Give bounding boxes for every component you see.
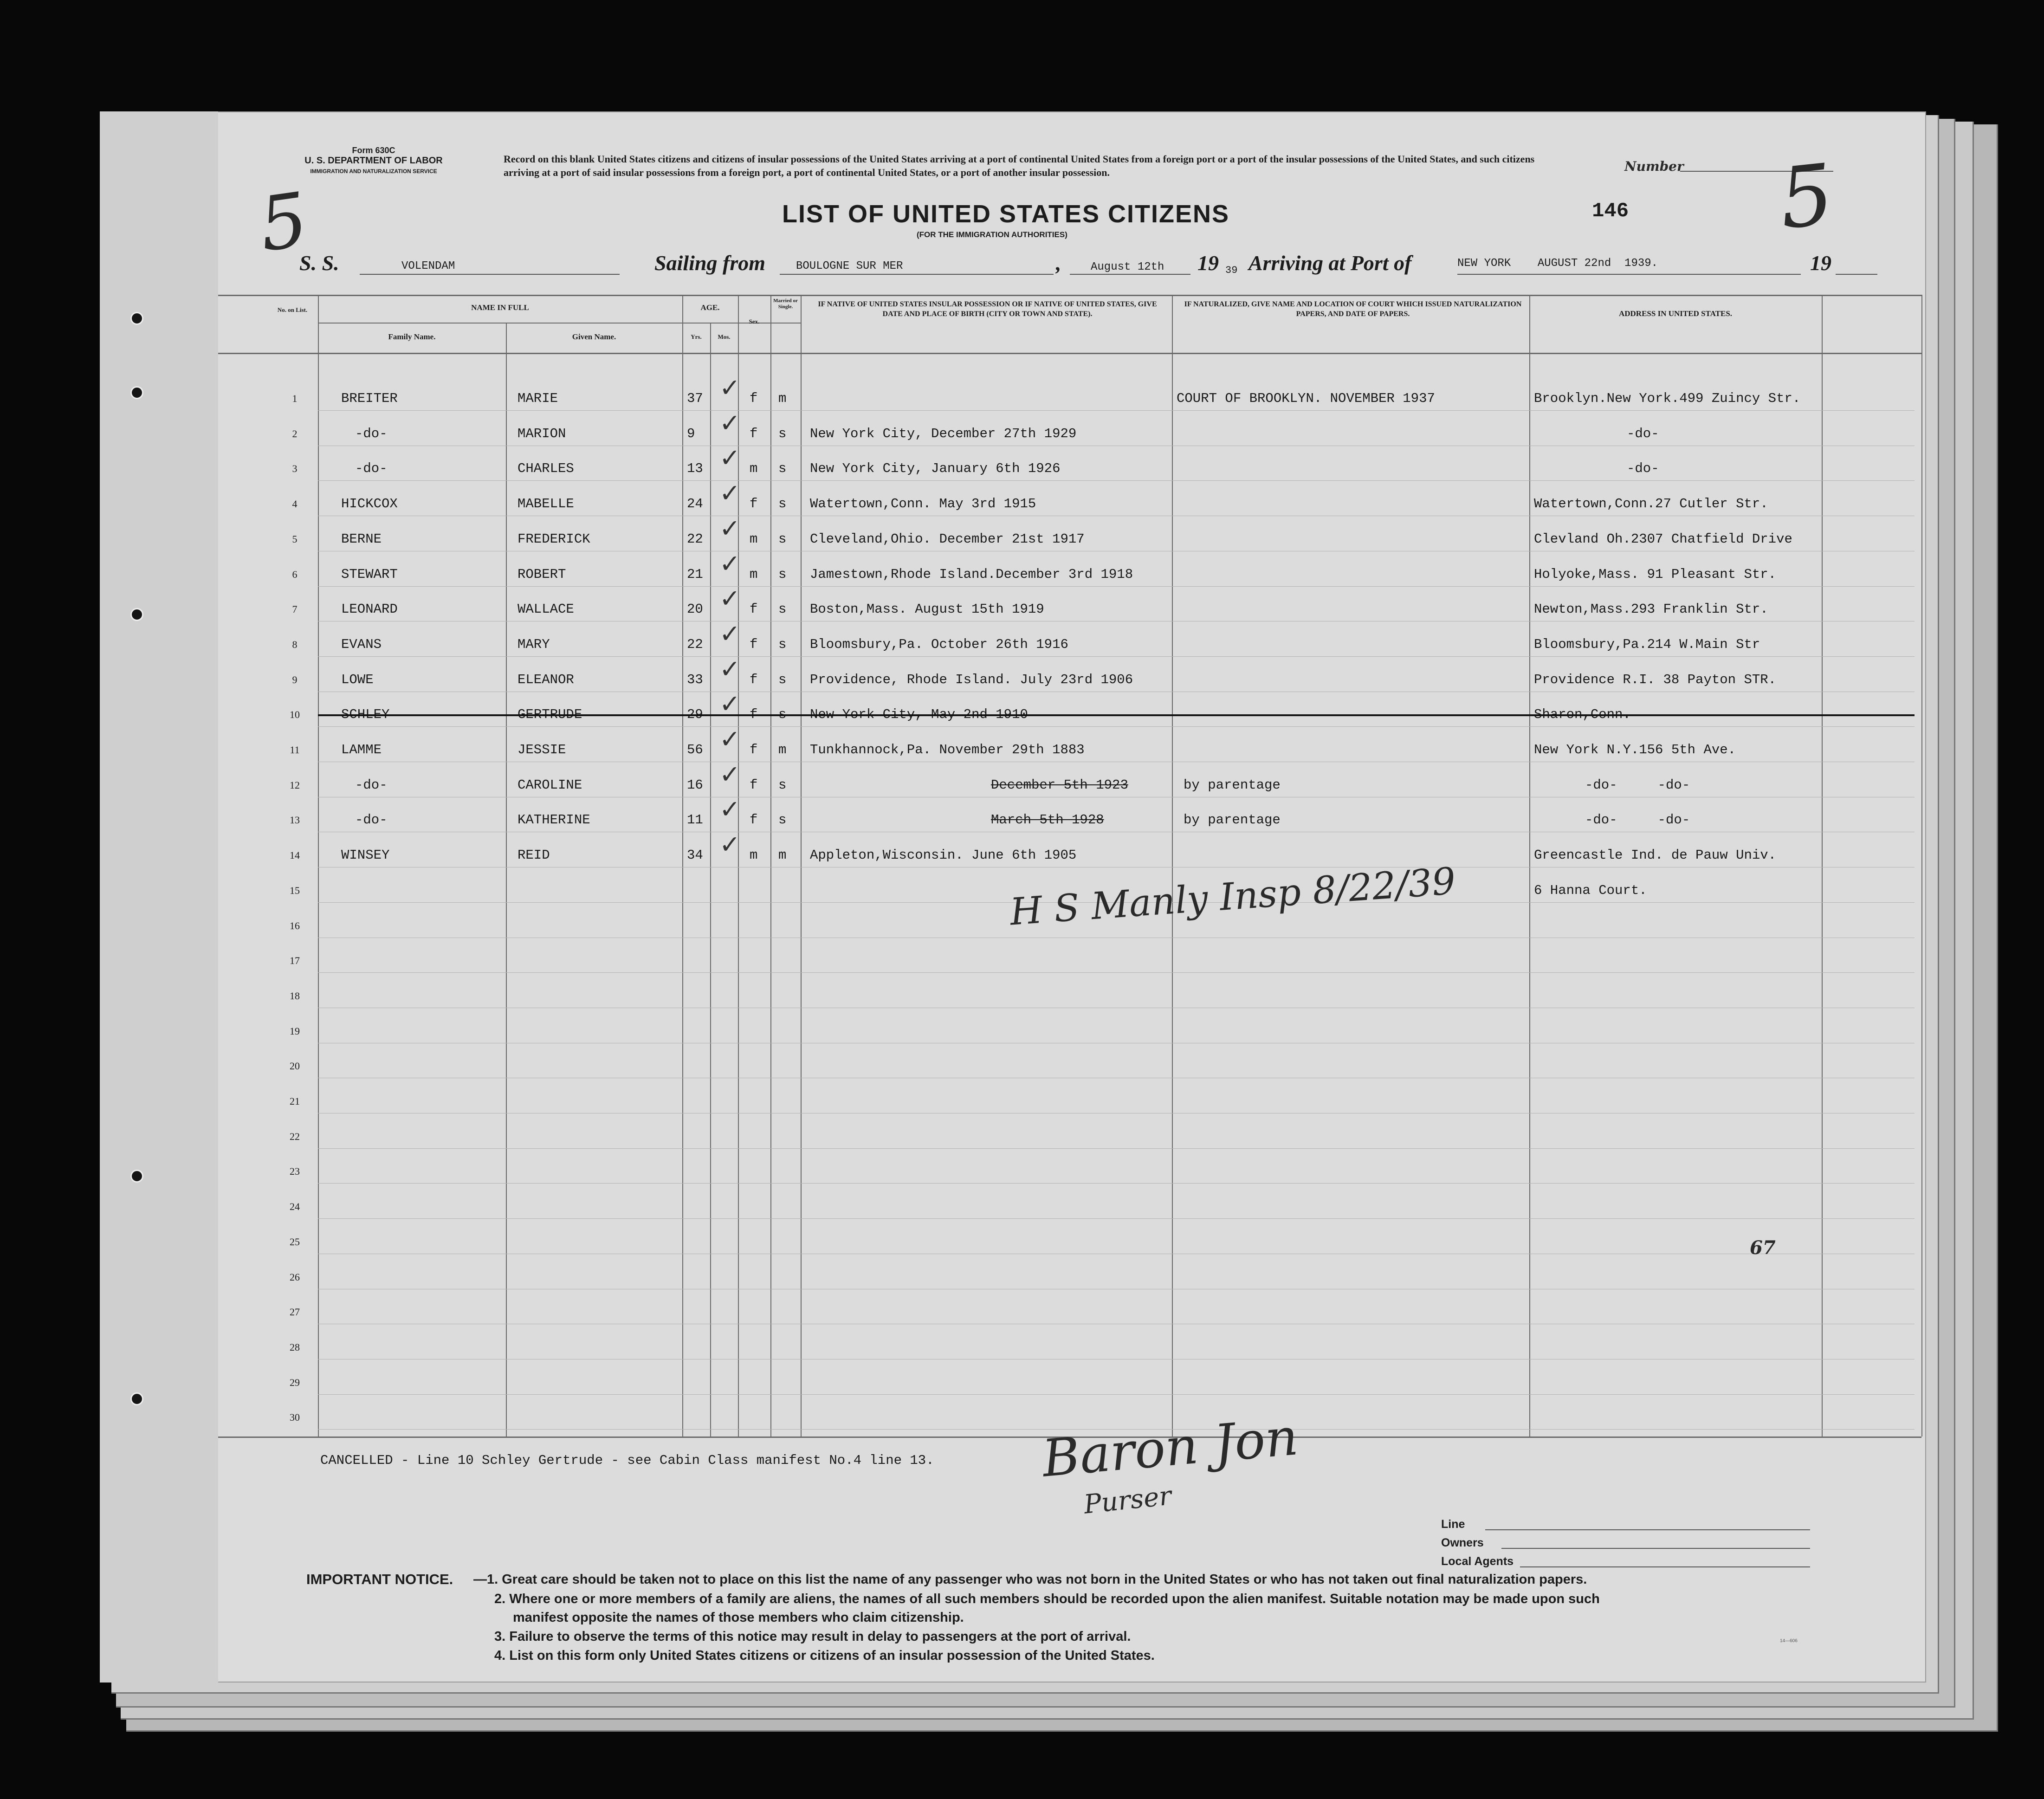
marital-status: s	[778, 777, 787, 793]
address: Bloomsbury,Pa.214 W.Main Str	[1534, 636, 1760, 652]
age-years: 29	[687, 707, 703, 723]
year-label: 19	[1810, 251, 1831, 275]
given-name: CAROLINE	[517, 777, 582, 793]
owners-label: Owners	[1441, 1536, 1484, 1549]
marital-status: s	[778, 707, 787, 723]
agents-label: Local Agents	[1441, 1555, 1514, 1568]
birth-place-date: New York City, January 6th 1926	[810, 461, 1061, 477]
age-years: 22	[687, 636, 703, 652]
given-name: GERTRUDE	[517, 707, 582, 723]
punch-hole	[130, 1392, 143, 1405]
col-divider	[1172, 295, 1173, 1437]
address: Clevland Oh.2307 Chatfield Drive	[1534, 531, 1792, 547]
age-years: 37	[687, 391, 703, 406]
given-name: MARIE	[517, 391, 558, 406]
row-number: 11	[290, 744, 300, 756]
sex: f	[750, 812, 758, 828]
notice-2: 2. Where one or more members of a family are aliens, the names of all such members should be recorded upon the alien manifest. Suitable notation may be made upon such	[494, 1592, 1600, 1606]
ship-underline	[360, 274, 620, 275]
check-mark: ✓	[719, 443, 741, 473]
header-given: Given Name.	[572, 332, 616, 341]
sex: f	[750, 391, 758, 406]
date-underline	[1070, 274, 1190, 275]
row-number: 26	[290, 1271, 300, 1283]
naturalization: by parentage	[1184, 812, 1281, 828]
family-name: LEONARD	[341, 602, 398, 617]
marital-status: s	[778, 812, 787, 828]
arriving-label: Arriving at Port of	[1248, 251, 1412, 275]
address: Holyoke,Mass. 91 Pleasant Str.	[1534, 566, 1777, 582]
check-mark: ✓	[719, 549, 741, 578]
notice-3: 3. Failure to observe the terms of this notice may result in delay to passengers at the port of arrival.	[494, 1629, 1131, 1644]
row-number: 20	[290, 1060, 300, 1072]
header-yrs: Yrs.	[691, 333, 702, 340]
birth-place-date: Boston,Mass. August 15th 1919	[810, 602, 1044, 617]
given-name: MABELLE	[517, 496, 574, 512]
age-years: 22	[687, 531, 703, 547]
address: New York N.Y.156 5th Ave.	[1534, 742, 1736, 757]
header-family: Family Name.	[388, 332, 436, 341]
agents-underline	[1520, 1566, 1810, 1567]
given-name: WALLACE	[517, 602, 574, 617]
page-mark-right: 5	[1775, 146, 1838, 248]
check-mark: ✓	[719, 725, 741, 754]
address: 6 Hanna Court.	[1534, 882, 1647, 898]
row-number: 4	[292, 498, 298, 510]
sex: m	[750, 848, 758, 863]
row-number: 19	[290, 1025, 300, 1037]
marital-status: s	[778, 566, 787, 582]
given-name: REID	[517, 848, 550, 863]
row-number: 21	[290, 1095, 300, 1107]
given-name: ROBERT	[517, 566, 566, 582]
col-divider	[801, 295, 802, 1437]
naturalization: by parentage	[1184, 777, 1281, 793]
service-name: IMMIGRATION AND NATURALIZATION SERVICE	[310, 168, 437, 175]
header-sex: Sex.	[749, 318, 760, 325]
row-number: 9	[292, 673, 298, 686]
row-number: 23	[290, 1165, 300, 1178]
form-number: Form 630C	[352, 146, 395, 155]
row-number: 14	[290, 849, 300, 861]
header-naturalized: IF NATURALIZED, GIVE NAME AND LOCATION OF COURT WHICH ISSUED NATURALIZATION PAPERS, AND DATE OF PAPERS.	[1184, 300, 1522, 318]
header-married: Married or Single.	[773, 298, 798, 310]
marital-status: s	[778, 531, 787, 547]
given-name: MARION	[517, 426, 566, 441]
birth-place-date: March 5th 1928	[991, 812, 1104, 828]
birth-place-date: Bloomsbury,Pa. October 26th 1916	[810, 636, 1068, 652]
cancelled-note: CANCELLED - Line 10 Schley Gertrude - see Cabin Class manifest No.4 line 13.	[320, 1453, 934, 1468]
page-title: LIST OF UNITED STATES CITIZENS	[782, 200, 1229, 228]
family-name: EVANS	[341, 636, 382, 652]
notice-2-cont: manifest opposite the names of those members who claim citizenship.	[513, 1610, 964, 1625]
row-number: 8	[292, 638, 298, 650]
check-mark: ✓	[719, 689, 741, 719]
port-to: NEW YORK AUGUST 22nd 1939.	[1457, 257, 1658, 270]
ruled-line	[318, 656, 1915, 657]
col-divider	[318, 295, 319, 1437]
row-number: 1	[292, 393, 298, 404]
year-prefix: 19	[1197, 251, 1219, 275]
sex: m	[750, 461, 758, 477]
check-mark: ✓	[719, 513, 741, 543]
sailing-date: August 12th	[1091, 261, 1164, 273]
year-suffix: 39	[1225, 265, 1238, 276]
row-number: 25	[290, 1236, 300, 1248]
age-years: 33	[687, 672, 703, 687]
age-years: 20	[687, 602, 703, 617]
address: Newton,Mass.293 Franklin Str.	[1534, 602, 1768, 617]
age-years: 9	[687, 426, 695, 441]
print-code: 14—606	[1780, 1638, 1798, 1644]
family-name: HICKCOX	[341, 496, 398, 512]
sex: f	[750, 636, 758, 652]
notice-4: 4. List on this form only United States citizens or citizens of an insular possession of the United States.	[494, 1648, 1155, 1663]
sex: f	[750, 672, 758, 687]
purser-title: Purser	[1082, 1481, 1173, 1520]
check-mark: ✓	[719, 373, 741, 402]
port-from: BOULOGNE SUR MER	[796, 260, 903, 272]
address: Greencastle Ind. de Pauw Univ.	[1534, 848, 1777, 863]
ruled-line	[318, 1148, 1915, 1149]
intro-instructions: Record on this blank United States citizens and citizens of insular possessions of the United States arriving at a port of continental United States from a foreign port or a port of the insular possessions of the United States, and such citizens arriving at a port of said insular possessions from a foreign port, a port of continental United States, or a port of another insular possession.	[504, 153, 1535, 178]
birth-place-date: Providence, Rhode Island. July 23rd 1906	[810, 672, 1133, 687]
family-name: BERNE	[341, 531, 382, 547]
birth-place-date: Cleveland,Ohio. December 21st 1917	[810, 531, 1085, 547]
family-name: STEWART	[341, 566, 398, 582]
birth-place-date: Watertown,Conn. May 3rd 1915	[810, 496, 1036, 512]
col-divider	[506, 323, 507, 1437]
birth-place-date: Jamestown,Rhode Island.December 3rd 1918	[810, 566, 1133, 582]
check-mark: ✓	[719, 830, 741, 860]
sex: f	[750, 602, 758, 617]
col-divider	[1529, 295, 1530, 1437]
page-mark-left: 5	[254, 175, 313, 269]
ruled-line	[318, 586, 1915, 587]
header-no: No. on List.	[277, 306, 308, 313]
row-number: 17	[290, 955, 300, 967]
birth-place-date: New York City, December 27th 1929	[810, 426, 1077, 441]
col-divider	[1822, 295, 1823, 1437]
given-name: KATHERINE	[517, 812, 590, 828]
row-number: 12	[290, 779, 300, 791]
marital-status: m	[778, 742, 787, 757]
row-number: 6	[292, 568, 298, 580]
sex: f	[750, 742, 758, 757]
left-binding-margin	[100, 111, 218, 1683]
check-mark: ✓	[719, 619, 741, 648]
line-underline	[1485, 1529, 1810, 1530]
age-years: 11	[687, 812, 703, 828]
check-mark: ✓	[719, 584, 741, 614]
check-mark: ✓	[719, 759, 741, 789]
col-divider	[682, 295, 683, 1437]
row-number: 10	[290, 709, 300, 721]
inspector-signature: H S Manly Insp 8/22/39	[1008, 859, 1457, 934]
ruled-line	[318, 410, 1915, 411]
family-name: SCHLEY	[341, 707, 390, 723]
family-name: LAMME	[341, 742, 382, 757]
cancelled-strike	[318, 714, 1915, 716]
given-name: MARY	[517, 636, 550, 652]
notice-heading: IMPORTANT NOTICE.	[306, 1571, 453, 1587]
marital-status: s	[778, 636, 787, 652]
ruled-line	[318, 1218, 1915, 1219]
marital-status: s	[778, 672, 787, 687]
owners-underline	[1501, 1548, 1810, 1549]
address: Watertown,Conn.27 Cutler Str.	[1534, 496, 1768, 512]
name-age-divider	[318, 323, 801, 324]
row-number: 27	[290, 1306, 300, 1318]
ruled-line	[318, 1183, 1915, 1184]
family-name: BREITER	[341, 391, 398, 406]
col-divider	[1921, 295, 1922, 1437]
header-birth: IF NATIVE OF UNITED STATES INSULAR POSSESSION OR IF NATIVE OF UNITED STATES, GIVE DATE AND PLACE OF BIRTH (CITY OR TOWN AND STATE).	[818, 300, 1157, 318]
row-number: 30	[290, 1411, 300, 1424]
marital-status: s	[778, 426, 787, 441]
row-number: 3	[292, 463, 298, 475]
family-name: -do-	[355, 461, 388, 477]
header-name-in-full: NAME IN FULL	[471, 303, 529, 312]
address: -do- -do-	[1585, 777, 1690, 793]
punch-hole	[130, 608, 143, 621]
col-divider	[710, 323, 711, 1437]
row-number: 13	[290, 814, 300, 826]
birth-place-date: Tunkhannock,Pa. November 29th 1883	[810, 742, 1085, 757]
page-total: 67	[1750, 1237, 1776, 1259]
sex: f	[750, 426, 758, 441]
sex: f	[750, 777, 758, 793]
port-to-underline	[1457, 274, 1801, 275]
notice-1: —1. Great care should be taken not to place on this list the name of any passenger who was not born in the United States or who has not taken out final naturalization papers.	[473, 1572, 1587, 1587]
age-years: 16	[687, 777, 703, 793]
sailing-label: Sailing from	[654, 251, 766, 275]
sex: f	[750, 496, 758, 512]
punch-hole	[130, 1170, 143, 1183]
department-name: U. S. DEPARTMENT OF LABOR	[304, 155, 443, 166]
table-top-border	[218, 295, 1921, 296]
number-label: Number	[1624, 159, 1684, 174]
row-number: 24	[290, 1201, 300, 1213]
header-mos: Mos.	[718, 333, 731, 340]
address: -do- -do-	[1585, 812, 1690, 828]
row-number: 16	[290, 919, 300, 932]
check-mark: ✓	[719, 408, 741, 438]
row-number: 28	[290, 1341, 300, 1353]
year-underline	[1836, 274, 1877, 275]
family-name: -do-	[355, 426, 388, 441]
row-number: 15	[290, 884, 300, 896]
port-from-underline	[780, 274, 1054, 275]
address: -do-	[1627, 461, 1659, 477]
manifest-number: 146	[1592, 200, 1629, 223]
row-number: 22	[290, 1130, 300, 1142]
ship-name: VOLENDAM	[401, 260, 455, 272]
check-mark: ✓	[719, 654, 741, 684]
row-number: 18	[290, 990, 300, 1002]
birth-place-date: December 5th 1923	[991, 777, 1128, 793]
marital-status: s	[778, 602, 787, 617]
sex: m	[750, 566, 758, 582]
birth-place-date: Appleton,Wisconsin. June 6th 1905	[810, 848, 1077, 863]
col-divider	[770, 295, 771, 1437]
ruled-line	[318, 726, 1915, 727]
sex: m	[750, 531, 758, 547]
row-number: 7	[292, 603, 298, 615]
marital-status: s	[778, 496, 787, 512]
birth-place-date: New York City, May 2nd 1910	[810, 707, 1028, 723]
given-name: CHARLES	[517, 461, 574, 477]
address: Brooklyn.New York.499 Zuincy Str.	[1534, 391, 1801, 406]
check-mark: ✓	[719, 479, 741, 508]
comma: ,	[1056, 251, 1061, 275]
ruled-line	[318, 1394, 1915, 1395]
line-label: Line	[1441, 1518, 1465, 1531]
address: -do-	[1627, 426, 1659, 441]
marital-status: m	[778, 848, 787, 863]
header-age: AGE.	[700, 303, 720, 312]
age-years: 21	[687, 566, 703, 582]
punch-hole	[130, 312, 143, 325]
age-years: 13	[687, 461, 703, 477]
family-name: -do-	[355, 777, 388, 793]
age-years: 34	[687, 848, 703, 863]
sex: f	[750, 707, 758, 723]
ruled-line	[318, 480, 1915, 481]
given-name: JESSIE	[517, 742, 566, 757]
row-number: 2	[292, 427, 298, 440]
check-mark: ✓	[719, 795, 741, 824]
address: Sharon,Conn.	[1534, 707, 1631, 723]
given-name: FREDERICK	[517, 531, 590, 547]
family-name: -do-	[355, 812, 388, 828]
purser-signature: Baron Jon	[1040, 1407, 1300, 1488]
page-subtitle: (FOR THE IMMIGRATION AUTHORITIES)	[917, 230, 1067, 239]
punch-hole	[130, 386, 143, 399]
row-number: 29	[290, 1376, 300, 1388]
family-name: LOWE	[341, 672, 374, 687]
family-name: WINSEY	[341, 848, 390, 863]
marital-status: m	[778, 391, 787, 406]
ss-label: S. S.	[299, 251, 339, 275]
age-years: 56	[687, 742, 703, 757]
table-header-border	[218, 353, 1921, 354]
row-number: 5	[292, 533, 298, 545]
naturalization: COURT OF BROOKLYN. NOVEMBER 1937	[1177, 391, 1435, 406]
header-address: ADDRESS IN UNITED STATES.	[1618, 309, 1733, 318]
ruled-line	[318, 972, 1915, 973]
marital-status: s	[778, 461, 787, 477]
age-years: 24	[687, 496, 703, 512]
given-name: ELEANOR	[517, 672, 574, 687]
manifest-page	[100, 111, 1926, 1683]
address: Providence R.I. 38 Payton STR.	[1534, 672, 1777, 687]
